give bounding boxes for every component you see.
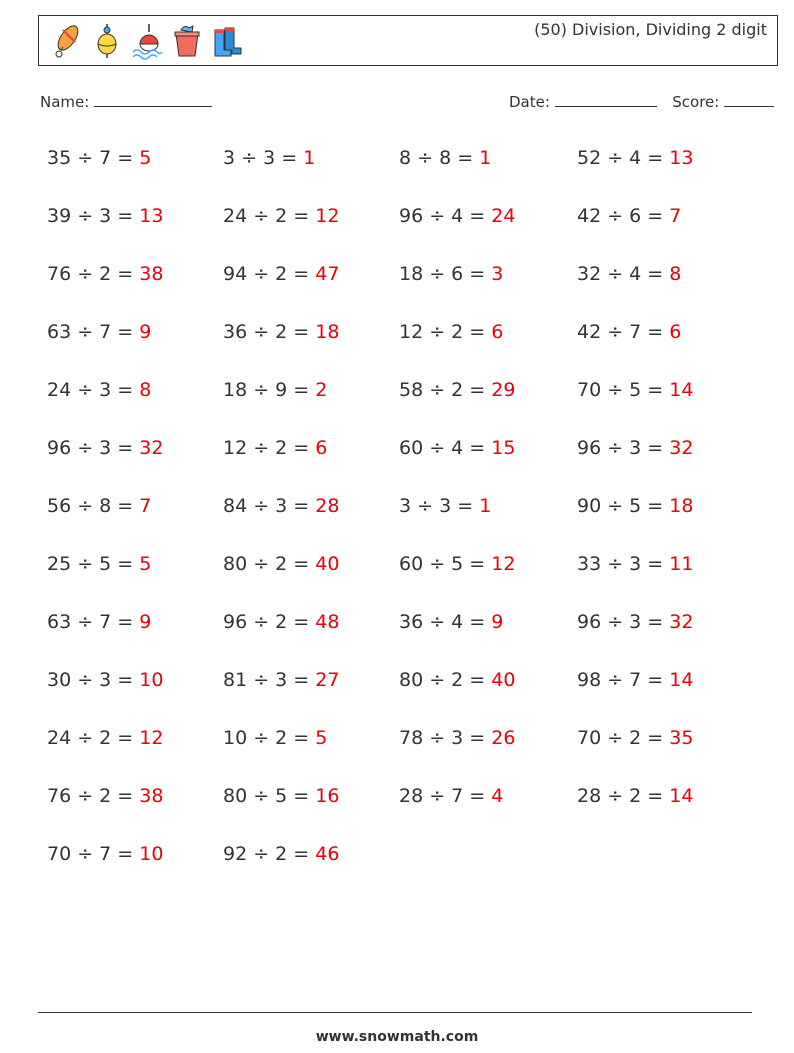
division-problem — [399, 321, 503, 343]
problem-expression: 24 ÷ 3 = — [47, 379, 140, 401]
problem-expression: 42 ÷ 6 = — [577, 205, 670, 227]
problem-answer: 35 — [669, 727, 694, 749]
division-problem — [223, 379, 327, 401]
problem-expression: 3 ÷ 3 = — [399, 495, 480, 517]
problem-expression: 70 ÷ 7 = — [47, 843, 140, 865]
problem-expression: 84 ÷ 3 = — [223, 495, 316, 517]
score-label: Score: — [672, 93, 720, 111]
problem-expression: 63 ÷ 7 = — [47, 321, 140, 343]
problem-answer: 7 — [139, 495, 152, 517]
problem-expression: 81 ÷ 3 = — [223, 669, 316, 691]
division-problem — [223, 147, 315, 169]
problem-answer: 14 — [669, 785, 694, 807]
problem-answer: 28 — [315, 495, 340, 517]
problem-expression: 96 ÷ 3 = — [577, 611, 670, 633]
problem-expression: 60 ÷ 4 = — [399, 437, 492, 459]
problem-answer: 48 — [315, 611, 340, 633]
division-problem — [47, 147, 151, 169]
problem-answer: 18 — [669, 495, 694, 517]
problem-expression: 10 ÷ 2 = — [223, 727, 316, 749]
problem-expression: 33 ÷ 3 = — [577, 553, 670, 575]
problem-expression: 42 ÷ 7 = — [577, 321, 670, 343]
problem-expression: 39 ÷ 3 = — [47, 205, 140, 227]
problem-expression: 12 ÷ 2 = — [399, 321, 492, 343]
problem-answer: 5 — [315, 727, 328, 749]
division-problem — [47, 669, 163, 691]
problem-expression: 35 ÷ 7 = — [47, 147, 140, 169]
problem-expression: 96 ÷ 2 = — [223, 611, 316, 633]
problem-expression: 24 ÷ 2 = — [47, 727, 140, 749]
division-problem — [223, 495, 339, 517]
problem-expression: 3 ÷ 3 = — [223, 147, 304, 169]
problem-answer: 18 — [315, 321, 340, 343]
problem-expression: 28 ÷ 2 = — [577, 785, 670, 807]
division-problem — [577, 727, 693, 749]
division-problem — [223, 611, 339, 633]
problem-answer: 15 — [491, 437, 516, 459]
problem-answer: 1 — [303, 147, 316, 169]
division-problem — [577, 669, 693, 691]
division-problem — [577, 321, 681, 343]
problem-expression: 18 ÷ 9 = — [223, 379, 316, 401]
division-problem — [399, 379, 515, 401]
problem-answer: 5 — [139, 553, 152, 575]
problem-answer: 7 — [669, 205, 682, 227]
problem-expression: 90 ÷ 5 = — [577, 495, 670, 517]
problem-expression: 98 ÷ 7 = — [577, 669, 670, 691]
division-problem — [47, 205, 163, 227]
problem-answer: 12 — [315, 205, 340, 227]
division-problem — [577, 495, 693, 517]
problem-answer: 2 — [315, 379, 328, 401]
problem-expression: 52 ÷ 4 = — [577, 147, 670, 169]
division-problem — [399, 727, 515, 749]
problem-expression: 96 ÷ 3 = — [577, 437, 670, 459]
division-problem — [399, 205, 515, 227]
division-problem — [223, 263, 339, 285]
footer-divider — [38, 1012, 752, 1013]
problem-expression: 32 ÷ 4 = — [577, 263, 670, 285]
problem-answer: 12 — [491, 553, 516, 575]
problem-answer: 1 — [479, 147, 492, 169]
problem-expression: 24 ÷ 2 = — [223, 205, 316, 227]
problem-answer: 16 — [315, 785, 340, 807]
problem-answer: 10 — [139, 669, 164, 691]
problem-expression: 60 ÷ 5 = — [399, 553, 492, 575]
division-problem — [223, 843, 339, 865]
problem-answer: 29 — [491, 379, 516, 401]
problem-answer: 14 — [669, 379, 694, 401]
problem-answer: 4 — [491, 785, 504, 807]
division-problem — [399, 669, 515, 691]
division-problem — [223, 669, 339, 691]
problem-answer: 8 — [139, 379, 152, 401]
problem-answer: 32 — [669, 611, 694, 633]
date-blank — [555, 92, 657, 107]
division-problem — [399, 785, 503, 807]
division-problem — [47, 437, 163, 459]
division-problem — [47, 553, 151, 575]
worksheet-title: (50) Division, Dividing 2 digit — [534, 20, 767, 39]
name-field — [40, 92, 212, 111]
bucket-with-fish-icon — [171, 22, 203, 60]
problem-answer: 1 — [479, 495, 492, 517]
name-label: Name: — [40, 93, 90, 111]
division-problem — [577, 611, 693, 633]
division-problem — [47, 727, 163, 749]
problem-expression: 78 ÷ 3 = — [399, 727, 492, 749]
division-problem — [47, 495, 151, 517]
problem-answer: 6 — [669, 321, 682, 343]
fishing-lure-icon — [51, 22, 83, 60]
problem-expression: 80 ÷ 5 = — [223, 785, 316, 807]
problem-expression: 80 ÷ 2 = — [399, 669, 492, 691]
problem-answer: 46 — [315, 843, 340, 865]
problem-expression: 18 ÷ 6 = — [399, 263, 492, 285]
division-problem — [577, 553, 693, 575]
problem-expression: 94 ÷ 2 = — [223, 263, 316, 285]
problem-answer: 3 — [491, 263, 504, 285]
problem-answer: 9 — [491, 611, 504, 633]
problem-answer: 5 — [139, 147, 152, 169]
division-problem — [47, 263, 163, 285]
division-problem — [223, 437, 327, 459]
problem-answer: 32 — [669, 437, 694, 459]
problem-answer: 26 — [491, 727, 516, 749]
problem-answer: 14 — [669, 669, 694, 691]
division-problem — [223, 727, 327, 749]
problem-answer: 27 — [315, 669, 340, 691]
division-problem — [223, 205, 339, 227]
problem-answer: 10 — [139, 843, 164, 865]
problem-expression: 36 ÷ 4 = — [399, 611, 492, 633]
division-problem — [399, 611, 503, 633]
problem-answer: 38 — [139, 785, 164, 807]
problem-expression: 76 ÷ 2 = — [47, 785, 140, 807]
division-problem — [577, 785, 693, 807]
division-problem — [47, 321, 151, 343]
division-problem — [577, 263, 681, 285]
problem-expression: 76 ÷ 2 = — [47, 263, 140, 285]
name-blank — [94, 92, 212, 107]
division-problem — [577, 437, 693, 459]
header-icons — [51, 22, 243, 62]
division-problem — [577, 147, 693, 169]
problem-answer: 12 — [139, 727, 164, 749]
problem-expression: 96 ÷ 3 = — [47, 437, 140, 459]
division-problem — [399, 147, 491, 169]
problem-answer: 6 — [491, 321, 504, 343]
division-problem — [223, 785, 339, 807]
division-problem — [47, 785, 163, 807]
problem-expression: 70 ÷ 5 = — [577, 379, 670, 401]
problem-answer: 47 — [315, 263, 340, 285]
problem-expression: 36 ÷ 2 = — [223, 321, 316, 343]
problem-expression: 96 ÷ 4 = — [399, 205, 492, 227]
footer-website: www.snowmath.com — [315, 1029, 479, 1045]
problem-expression: 58 ÷ 2 = — [399, 379, 492, 401]
division-problem — [47, 611, 151, 633]
fishing-bobber-icon — [91, 22, 123, 60]
problem-answer: 11 — [669, 553, 694, 575]
problem-expression: 92 ÷ 2 = — [223, 843, 316, 865]
division-problem — [399, 495, 491, 517]
problem-answer: 32 — [139, 437, 164, 459]
division-problem — [577, 379, 693, 401]
problem-answer: 24 — [491, 205, 516, 227]
problem-answer: 9 — [139, 611, 152, 633]
division-problem — [399, 437, 515, 459]
date-label: Date: — [509, 93, 550, 111]
problem-answer: 13 — [139, 205, 164, 227]
problem-expression: 80 ÷ 2 = — [223, 553, 316, 575]
division-problem — [47, 843, 163, 865]
problem-expression: 63 ÷ 7 = — [47, 611, 140, 633]
problem-answer: 9 — [139, 321, 152, 343]
division-problem — [47, 379, 151, 401]
problem-expression: 28 ÷ 7 = — [399, 785, 492, 807]
problem-expression: 12 ÷ 2 = — [223, 437, 316, 459]
problem-answer: 6 — [315, 437, 328, 459]
problem-answer: 8 — [669, 263, 682, 285]
worksheet-header — [38, 15, 778, 66]
problem-answer: 13 — [669, 147, 694, 169]
problem-expression: 8 ÷ 8 = — [399, 147, 480, 169]
date-score-fields — [509, 92, 774, 111]
division-problem — [223, 553, 339, 575]
problem-answer: 40 — [315, 553, 340, 575]
problem-expression: 56 ÷ 8 = — [47, 495, 140, 517]
division-problem — [577, 205, 681, 227]
problem-answer: 38 — [139, 263, 164, 285]
problem-expression: 70 ÷ 2 = — [577, 727, 670, 749]
division-problem — [399, 553, 515, 575]
rubber-boots-icon — [211, 22, 243, 60]
score-blank — [724, 92, 774, 107]
problem-expression: 30 ÷ 3 = — [47, 669, 140, 691]
problem-answer: 40 — [491, 669, 516, 691]
bobber-in-water-icon — [131, 22, 163, 60]
problem-expression: 25 ÷ 5 = — [47, 553, 140, 575]
division-problem — [399, 263, 503, 285]
division-problem — [223, 321, 339, 343]
